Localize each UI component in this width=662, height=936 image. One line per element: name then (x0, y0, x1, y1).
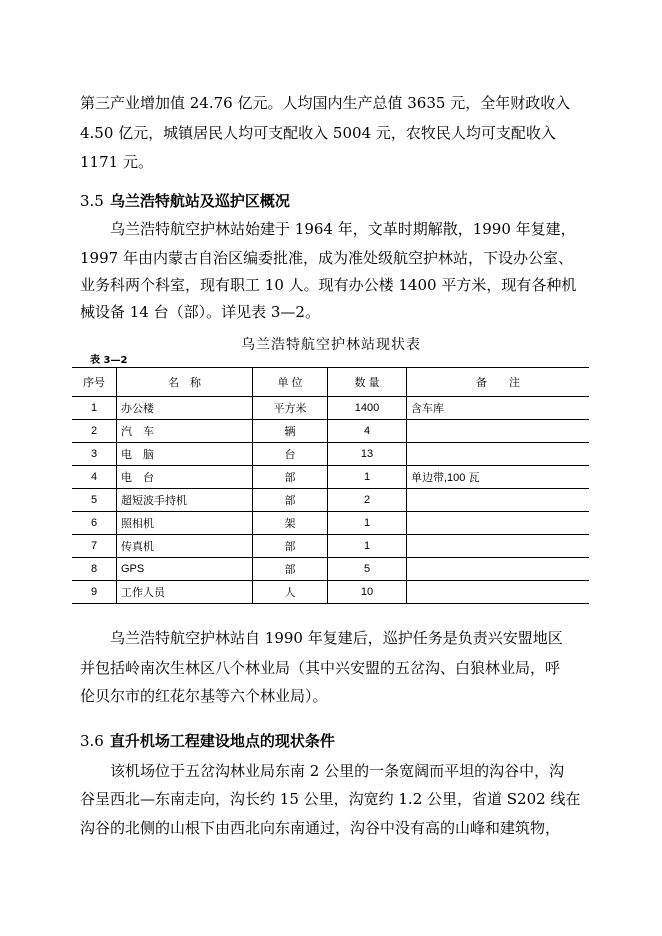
header-index: 序号 (72, 368, 117, 397)
cell-index: 4 (72, 466, 117, 489)
cell-index: 1 (72, 397, 117, 420)
cell-index: 2 (72, 420, 117, 443)
cell-remarks (407, 443, 590, 466)
cell-remarks (407, 535, 590, 558)
section-number: 3.5 (80, 192, 104, 210)
cell-unit: 部 (253, 489, 328, 512)
paragraph-line: 4.50 亿元，城镇居民人均可支配收入 5004 元，农牧民人均可支配收入 (80, 124, 556, 142)
paragraph-line: 1997 年由内蒙古自治区编委批准，成为准处级航空护林站，下设办公室、 (80, 249, 573, 267)
cell-quantity: 1 (328, 512, 407, 535)
cell-quantity: 5 (328, 558, 407, 581)
cell-name: 电 脑 (117, 443, 253, 466)
table-row (72, 443, 589, 466)
cell-quantity: 1 (328, 535, 407, 558)
paragraph-line: 乌兰浩特航空护林站自 1990 年复建后，巡护任务是负责兴安盟地区 (110, 629, 563, 647)
paragraph-line: 械设备 14 台（部）。详见表 3—2。 (80, 303, 320, 321)
cell-remarks (407, 581, 590, 604)
cell-remarks (407, 420, 590, 443)
table-row (72, 535, 589, 558)
cell-index: 6 (72, 512, 117, 535)
cell-quantity: 1400 (328, 397, 407, 420)
cell-name: 电 台 (117, 466, 253, 489)
section-heading-3-5 (80, 191, 290, 211)
paragraph-line: 该机场位于五岔沟林业局东南 2 公里的一条宽阔而平坦的沟谷中，沟 (110, 762, 565, 780)
paragraph-line: 沟谷的北侧的山根下由西北向东南通过，沟谷中没有高的山峰和建筑物， (80, 819, 561, 837)
table-row (72, 558, 589, 581)
cell-unit: 部 (253, 558, 328, 581)
table-row (72, 512, 589, 535)
cell-name: 照相机 (117, 512, 253, 535)
table-row (72, 397, 589, 420)
table-header-row (72, 368, 589, 397)
header-name: 名 称 (117, 368, 253, 397)
cell-index: 8 (72, 558, 117, 581)
table-row (72, 581, 589, 604)
cell-index: 9 (72, 581, 117, 604)
cell-quantity: 4 (328, 420, 407, 443)
table-label: 表 3—2 (90, 355, 128, 366)
paragraph-line: 1171 元。 (80, 153, 153, 171)
cell-unit: 架 (253, 512, 328, 535)
cell-name: GPS (117, 558, 253, 581)
cell-name: 传真机 (117, 535, 253, 558)
paragraph-line: 第三产业增加值 24.76 亿元。人均国内生产总值 3635 元，全年财政收入 (80, 94, 571, 112)
cell-index: 5 (72, 489, 117, 512)
cell-unit: 辆 (253, 420, 328, 443)
cell-remarks: 单边带,100 瓦 (407, 466, 590, 489)
section-number: 3.6 (80, 732, 104, 750)
header-quantity: 数 量 (328, 368, 407, 397)
cell-remarks (407, 489, 590, 512)
cell-name: 办公楼 (117, 397, 253, 420)
cell-unit: 台 (253, 443, 328, 466)
section-title: 乌兰浩特航站及巡护区概况 (109, 192, 290, 210)
paragraph-line: 乌兰浩特航空护林站始建于 1964 年，文革时期解散，1990 年复建， (110, 220, 576, 238)
table-row (72, 466, 589, 489)
cell-remarks (407, 512, 590, 535)
cell-name: 汽 车 (117, 420, 253, 443)
cell-remarks (407, 558, 590, 581)
section-title: 直升机场工程建设地点的现状条件 (109, 732, 335, 750)
cell-name: 工作人员 (117, 581, 253, 604)
cell-quantity: 2 (328, 489, 407, 512)
cell-index: 7 (72, 535, 117, 558)
cell-index: 3 (72, 443, 117, 466)
paragraph-line: 谷呈西北—东南走向，沟长约 15 公里，沟宽约 1.2 公里，省道 S202 线在 (80, 790, 581, 808)
cell-remarks: 含车库 (407, 397, 590, 420)
cell-quantity: 10 (328, 581, 407, 604)
cell-quantity: 1 (328, 466, 407, 489)
paragraph-line: 业务科两个科室，现有职工 10 人。现有办公楼 1400 平方米，现有各种机 (80, 276, 577, 294)
cell-name: 超短波手持机 (117, 489, 253, 512)
cell-unit: 平方米 (253, 397, 328, 420)
paragraph-line: 并包括岭南次生林区八个林业局（其中兴安盟的五岔沟、白狼林业局，呼 (80, 659, 561, 677)
table-row (72, 489, 589, 512)
cell-unit: 人 (253, 581, 328, 604)
status-table (72, 367, 589, 604)
table-row (72, 420, 589, 443)
table-title: 乌兰浩特航空护林站现状表 (241, 337, 421, 353)
paragraph-line: 伦贝尔市的红花尔基等六个林业局）。 (80, 687, 328, 705)
cell-quantity: 13 (328, 443, 407, 466)
cell-unit: 部 (253, 466, 328, 489)
cell-unit: 部 (253, 535, 328, 558)
header-remarks: 备 注 (407, 368, 590, 397)
header-unit: 单 位 (253, 368, 328, 397)
section-heading-3-6 (80, 731, 335, 751)
